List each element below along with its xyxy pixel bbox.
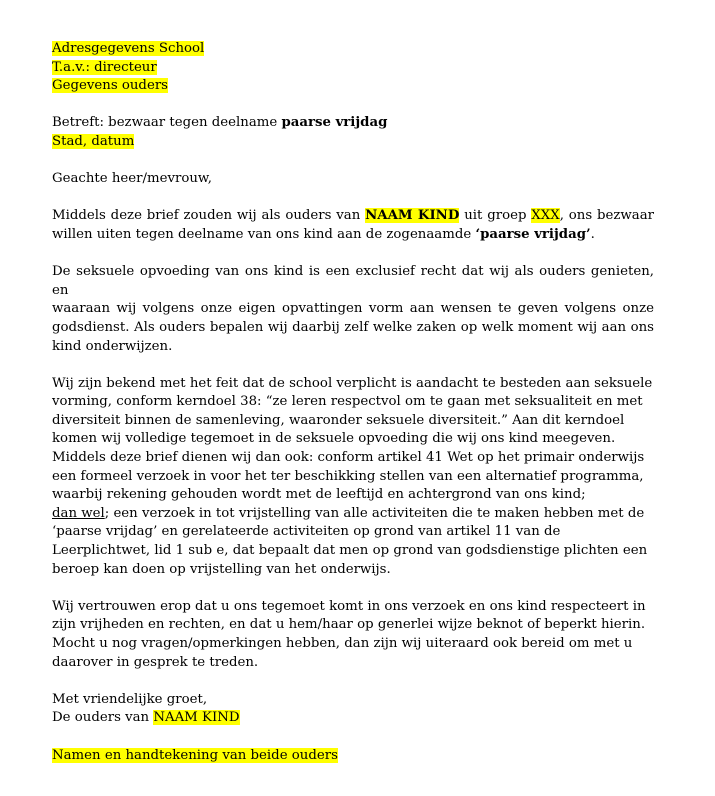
- paragraph-line: dan wel; een verzoek in tot vrijstelling van alle activiteiten die te maken hebben met de: [52, 505, 645, 521]
- paragraph-line: Mocht u nog vragen/opmerkingen hebben, dan zijn wij uiteraard ook bereid om met u: [52, 636, 633, 651]
- paragraph-2: [52, 263, 654, 356]
- address-block: [52, 40, 654, 96]
- subject-bold: paarse vrijdag: [281, 115, 388, 131]
- paragraph-line: beroep kan doen op vrijstelling van het onderwijs.: [52, 561, 391, 577]
- closing-greeting: Met vriendelijke groet,: [52, 691, 208, 707]
- paragraph-line: vorming, conform kerndoel 38: “ze leren respectvol om te gaan met seksualiteit en met: [52, 394, 643, 410]
- letter-page: [52, 40, 654, 765]
- paragraph-line: een formeel verzoek in voor het ter beschikking stellen van een alternatief programma,: [52, 468, 644, 484]
- attention-line: T.a.v.: directeur: [52, 59, 157, 75]
- child-name: NAAM KIND: [365, 208, 460, 224]
- paragraph-line: ‘paarse vrijdag’ en gerelateerde activiteiten op grond van artikel 11 van de: [52, 524, 561, 540]
- paragraph-line: Wij zijn bekend met het feit dat de school verplicht is aandacht te besteden aan seksuele: [52, 375, 653, 391]
- paragraph-3: [52, 375, 654, 580]
- paragraph-4: [52, 598, 654, 672]
- paarse-vrijdag-bold: ‘paarse vrijdag’: [475, 226, 591, 242]
- closing-child-name: NAAM KIND: [153, 710, 240, 726]
- paragraph-line: kind onderwijzen.: [52, 338, 173, 354]
- paragraph-line: Leerplichtwet, lid 1 sub e, dat bepaalt dat men op grond van godsdienstige plichten een: [52, 543, 648, 559]
- paragraph-line: komen wij volledige tegemoet in de seksuele opvoeding die wij ons kind meegeven.: [52, 431, 616, 447]
- signature-note: Namen en handtekening van beide ouders: [52, 747, 338, 763]
- paragraph-line: zijn vrijheden en rechten, en dat u hem/haar op generlei wijze beknot of beperkt hierin.: [52, 617, 646, 633]
- subject-line: Betreft: bezwaar tegen deelname paarse vrijdag: [52, 115, 388, 131]
- paragraph-line: daarover in gesprek te treden.: [52, 654, 259, 670]
- paragraph-line: waaraan wij volgens onze eigen opvattingen vorm aan wensen te geven volgens onze: [52, 301, 654, 317]
- school-address: Adresgegevens School: [52, 41, 205, 56]
- subject-block: [52, 114, 654, 151]
- paragraph-line: diversiteit binnen de samenleving, waaronder seksuele diversiteit.” Aan dit kerndoel: [52, 412, 625, 428]
- paragraph-line: De seksuele opvoeding van ons kind is een exclusief recht dat wij als ouders genieten, en: [52, 264, 654, 298]
- paragraph-1: Middels deze brief zouden wij als ouders van NAAM KIND uit groep XXX, ons bezwaar willen uiten tegen deelname van ons kind aan de zogenaamde ‘paarse vrijdag’.: [52, 208, 654, 242]
- closing-block: Met vriendelijke groet, De ouders van NAAM KIND: [52, 691, 654, 728]
- dan-wel-underlined: dan wel: [52, 505, 105, 521]
- paragraph-line: godsdienst. Als ouders bepalen wij daarbij zelf welke zaken op welk moment wij aan ons: [52, 319, 654, 335]
- paragraph-line: waarbij rekening gehouden wordt met de leeftijd en achtergrond van ons kind;: [52, 487, 586, 503]
- place-date: Stad, datum: [52, 133, 135, 149]
- group-number: XXX: [531, 208, 560, 224]
- parents-address: Gegevens ouders: [52, 78, 168, 94]
- salutation: Geachte heer/mevrouw,: [52, 171, 212, 187]
- paragraph-line: Wij vertrouwen erop dat u ons tegemoet komt in ons verzoek en ons kind respecteert in: [52, 598, 646, 614]
- paragraph-line: Middels deze brief dienen wij dan ook: conform artikel 41 Wet op het primair onderwijs: [52, 450, 645, 466]
